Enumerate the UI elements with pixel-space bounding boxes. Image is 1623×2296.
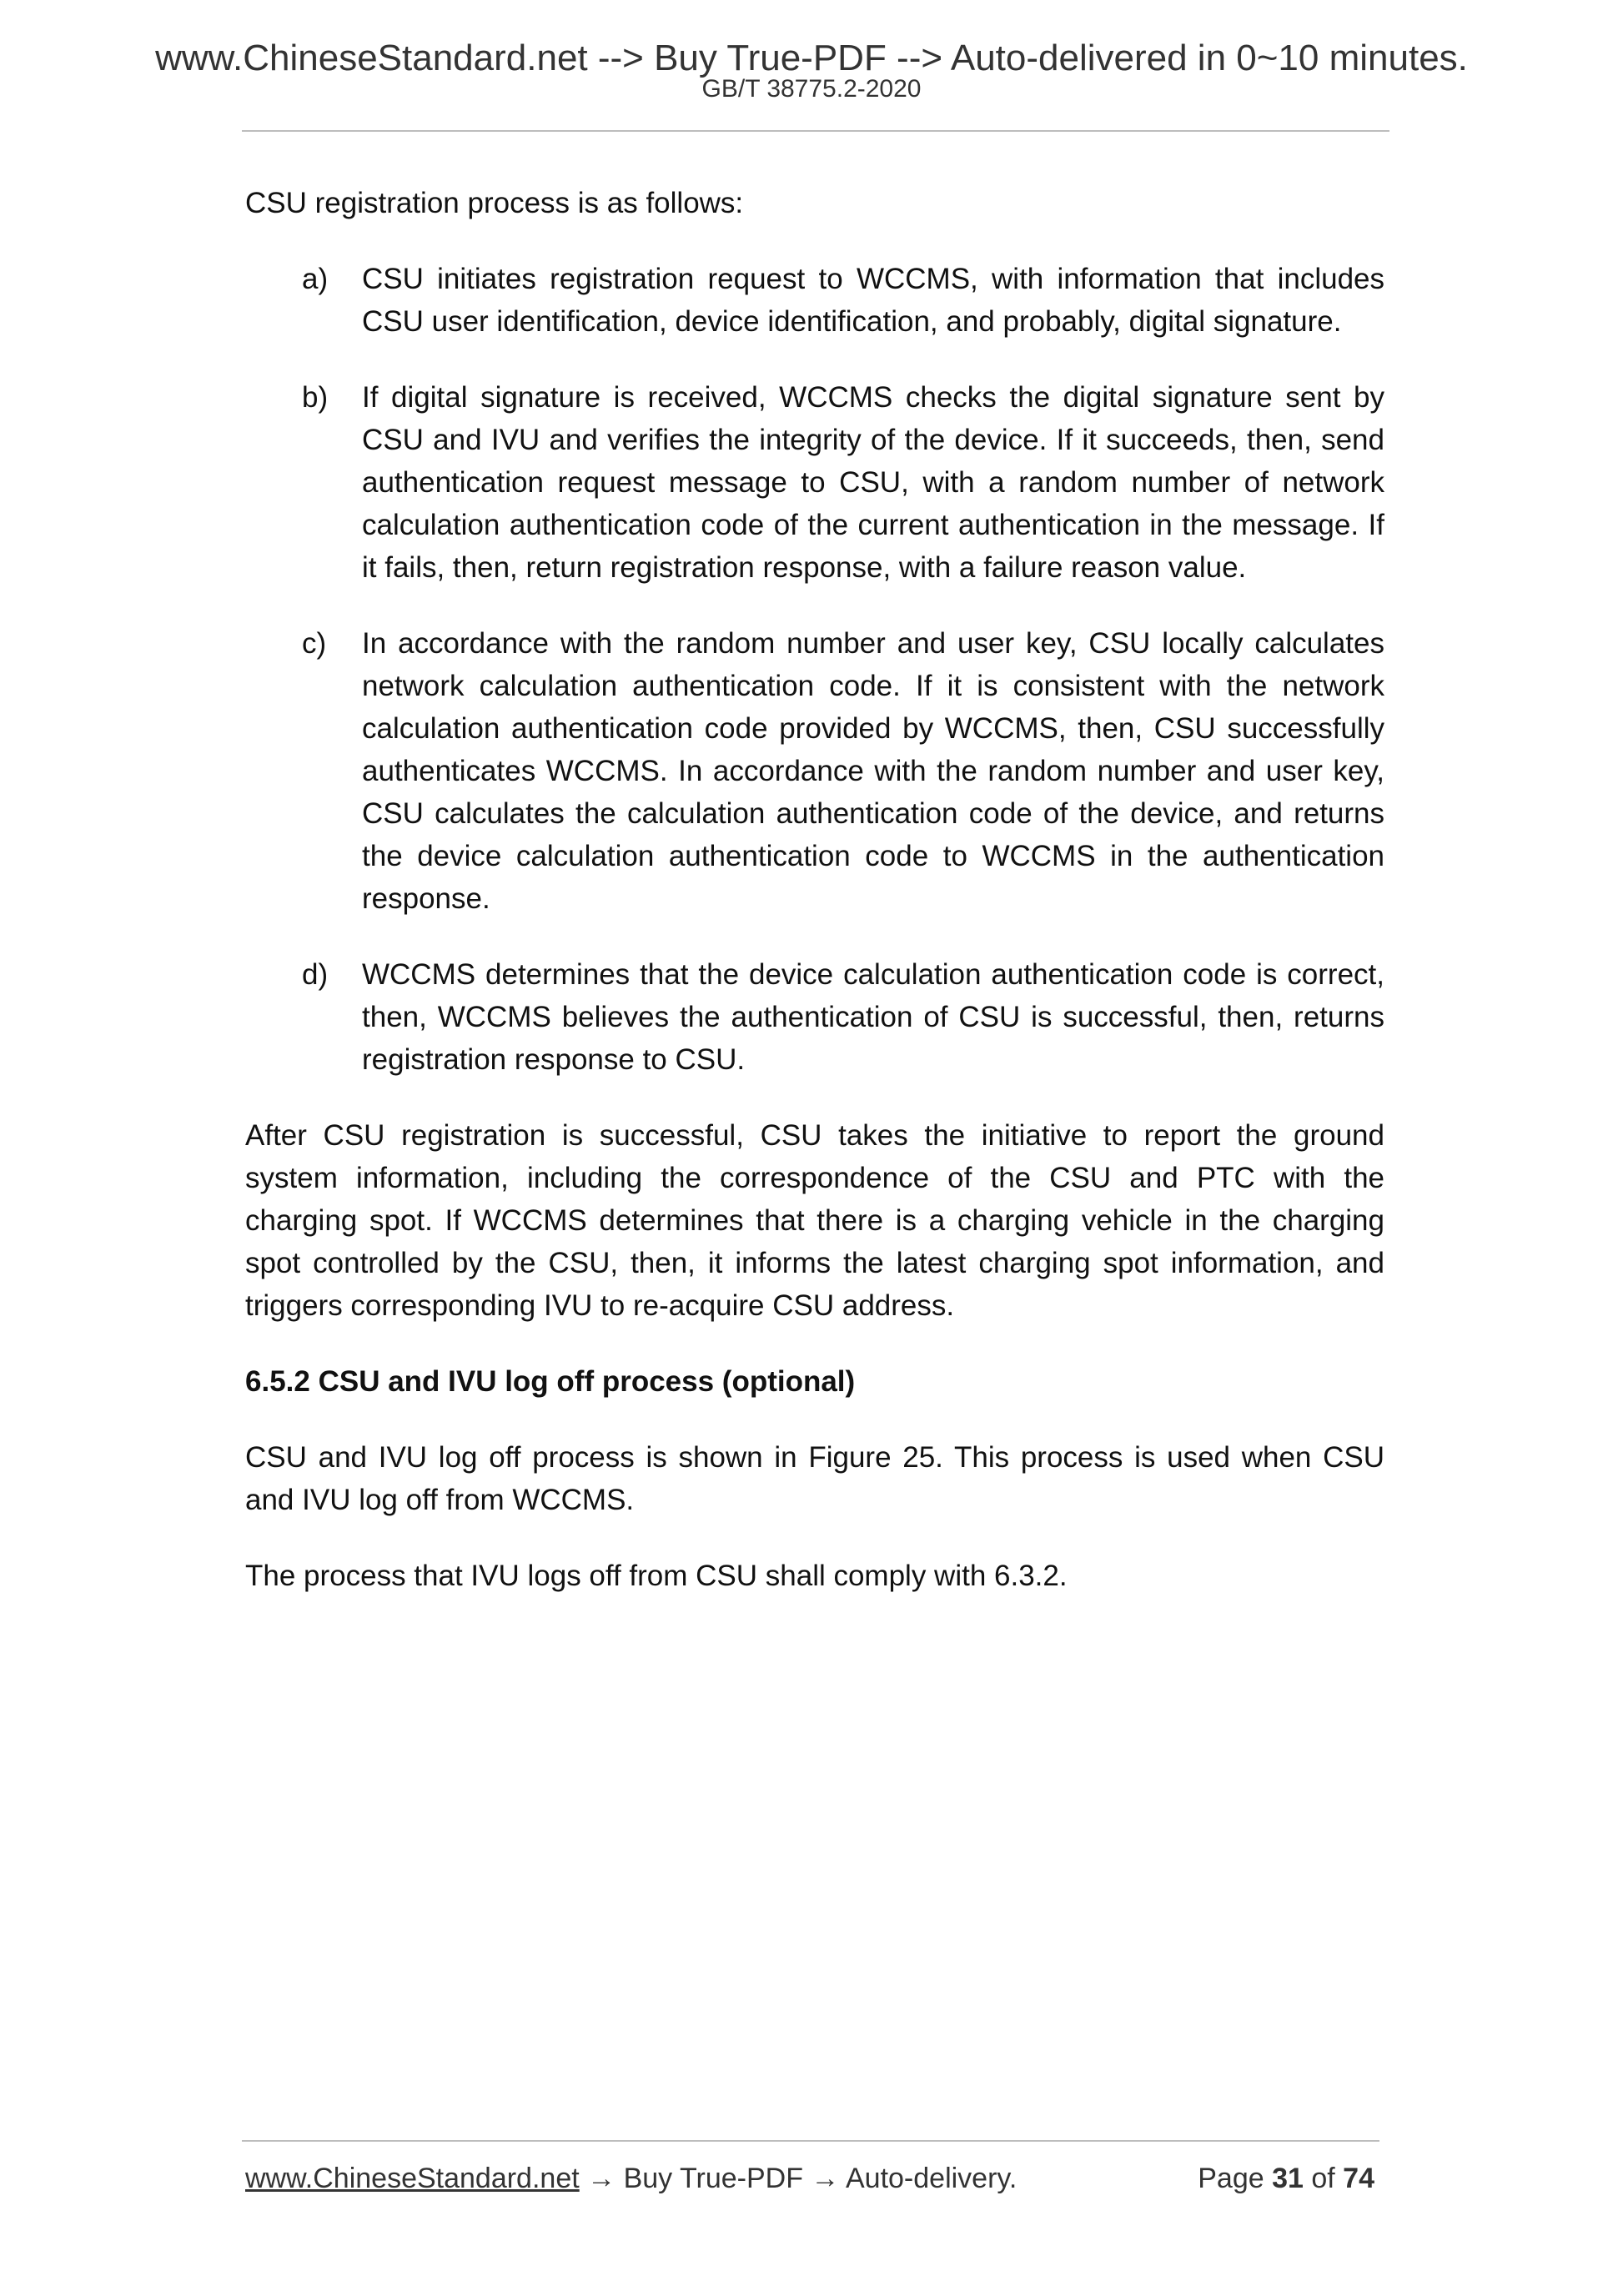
intro-paragraph: CSU registration process is as follows: [245,187,744,219]
after-registration-paragraph: After CSU registration is successful, CSU takes the initiative to report the ground system information, including the correspondence of the CSU and PTC with the charging spot. If WCCMS determines that there is a charging vehicle in the charging spot controlled by the CSU, then, it informs the latest charging spot information, and triggers corresponding IVU to re-acquire CSU address. [245,1119,1384,1322]
footer-tagline [245,2162,1017,2196]
total-pages: 74 [1343,2163,1374,2194]
list-marker: b) [302,381,329,414]
standard-code: GB/T 38775.2-2020 [701,75,922,103]
list-marker: a) [302,263,329,295]
registration-steps-list [245,258,1384,1081]
list-item [245,953,1384,1081]
of-label: of [1303,2163,1344,2194]
section-heading: 6.5.2 CSU and IVU log off process (optional) [245,1365,856,1398]
page-label: Page [1198,2163,1273,2194]
page-content [245,182,1384,1630]
list-item-text: In accordance with the random number and user key, CSU locally calculates network calculation authentication code. If it is consistent with the network calculation authentication code provided by WCCMS, then, CSU successfully authenticates WCCMS. In accordance with the random number and user key, CSU calculates the calculation authentication code of the device, and returns the device calculation authentication code to WCCMS in the authentication response. [362,627,1384,915]
list-marker: d) [302,958,329,991]
footer-divider [242,2140,1379,2142]
footer-tagline-text: → Buy True-PDF → Auto-delivery. [579,2163,1018,2194]
page-number: 31 [1272,2163,1304,2194]
list-item-text: If digital signature is received, WCCMS checks the digital signature sent by CSU and IVU and verifies the integrity of the device. If it succeeds, then, send authentication request message to CSU, with a random number of network calculation authentication code of the current authentication in the message. If it fails, then, return registration response, with a failure reason value. [362,381,1384,584]
footer-site-link[interactable]: www.ChineseStandard.net [245,2163,580,2194]
page-indicator [1198,2162,1374,2196]
section-paragraph: CSU and IVU log off process is shown in Figure 25. This process is used when CSU and IVU log off from WCCMS. [245,1441,1384,1516]
header-banner: www.ChineseStandard.net --> Buy True-PDF --> Auto-delivered in 0~10 minutes. [155,38,1468,78]
list-item-text: WCCMS determines that the device calculation authentication code is correct, then, WCCMS believes the authentication of CSU is successful, then, returns registration response to CSU. [362,958,1384,1076]
list-item-text: CSU initiates registration request to WCCMS, with information that includes CSU user identification, device identification, and probably, digital signature. [362,263,1384,338]
list-item [245,622,1384,920]
list-item [245,376,1384,589]
list-marker: c) [302,627,327,660]
header-divider [242,130,1389,132]
section-paragraph: The process that IVU logs off from CSU shall comply with 6.3.2. [245,1560,1068,1592]
list-item [245,258,1384,343]
